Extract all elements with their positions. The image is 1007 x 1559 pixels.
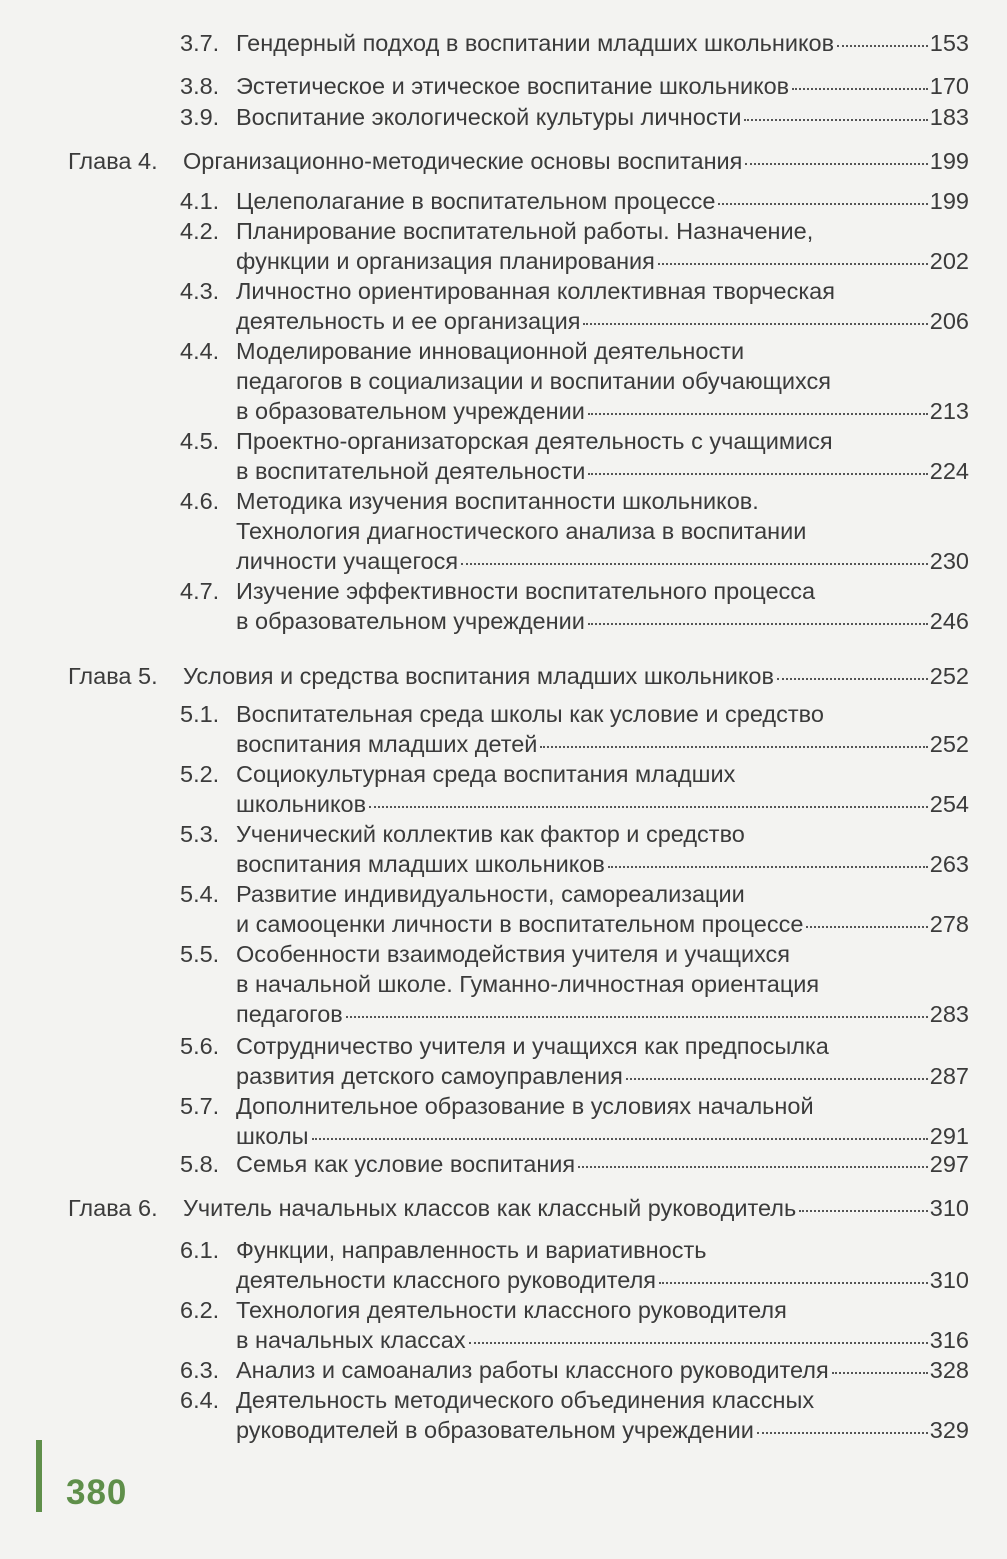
toc-section-number: 5.6. — [180, 1033, 220, 1059]
page-number: 380 — [66, 1473, 128, 1512]
toc-entry — [236, 1385, 969, 1445]
toc-page-number: 206 — [929, 308, 969, 334]
toc-entry — [236, 186, 969, 216]
dot-leader — [469, 1342, 928, 1344]
toc-chapter — [183, 146, 969, 176]
toc-entry-line: Учитель начальных классов как классный руководитель — [183, 1195, 797, 1221]
toc-page-number: 310 — [929, 1267, 969, 1293]
toc-entry-line: руководителей в образовательном учреждении — [236, 1417, 754, 1443]
toc-page-number: 246 — [929, 608, 969, 634]
toc-entry — [236, 1355, 969, 1385]
toc-chapter-label: Глава 6. — [68, 1195, 158, 1221]
toc-entry-line: Технология деятельности классного руководителя — [236, 1297, 787, 1323]
toc-entry — [236, 1235, 969, 1295]
dot-leader — [806, 926, 927, 928]
toc-entry-line: воспитания младших детей — [236, 731, 538, 757]
toc-entry — [236, 336, 969, 426]
toc-entry-line: Моделирование инновационной деятельности — [236, 338, 745, 364]
dot-leader — [837, 45, 928, 47]
toc-page-number: 252 — [929, 663, 969, 689]
toc-section-number: 5.3. — [180, 821, 220, 847]
toc-section-number: 4.5. — [180, 428, 220, 454]
dot-leader — [799, 1210, 928, 1212]
toc-entry-line: Развитие индивидуальности, самореализации — [236, 881, 745, 907]
toc-page-number: 183 — [929, 104, 969, 130]
toc-entry — [236, 879, 969, 939]
toc-entry-line: Проектно-организаторская деятельность с учащимися — [236, 428, 833, 454]
toc-entry-line: воспитания младших школьников — [236, 851, 605, 877]
toc-section-number: 6.1. — [180, 1237, 220, 1263]
toc-chapter-label: Глава 4. — [68, 148, 158, 174]
toc-entry-line: развития детского самоуправления — [236, 1063, 623, 1089]
toc-section-number: 3.7. — [180, 30, 220, 56]
toc-entry-line: деятельность и ее организация — [236, 308, 581, 334]
toc-section-number: 5.8. — [180, 1151, 220, 1177]
toc-entry-line: Социокультурная среда воспитания младших — [236, 761, 736, 787]
toc-entry-line: Организационно-методические основы воспитания — [183, 148, 743, 174]
dot-leader — [461, 563, 928, 565]
toc-entry-line: Эстетическое и этическое воспитание школьников — [236, 73, 790, 99]
toc-section-number: 5.2. — [180, 761, 220, 787]
dot-leader — [777, 678, 928, 680]
toc-entry-line: Методика изучения воспитанности школьников. — [236, 488, 759, 514]
dot-leader — [369, 806, 928, 808]
dot-leader — [626, 1078, 928, 1080]
dot-leader — [588, 623, 928, 625]
toc-entry-line: Условия и средства воспитания младших школьников — [183, 663, 774, 689]
toc-entry — [236, 486, 969, 576]
toc-entry-line: Целеполагание в воспитательном процессе — [236, 188, 716, 214]
toc-section-number: 3.9. — [180, 104, 220, 130]
toc-entry-line: в воспитательной деятельности — [236, 458, 586, 484]
toc-section-number: 6.4. — [180, 1387, 220, 1413]
toc-section-number: 5.5. — [180, 941, 220, 967]
toc-page-number: 230 — [929, 548, 969, 574]
toc-entry — [236, 1091, 969, 1151]
toc-entry-line: Личностно ориентированная коллективная творческая — [236, 278, 835, 304]
toc-entry — [236, 819, 969, 879]
dot-leader — [578, 1166, 928, 1168]
toc-entry — [236, 28, 969, 58]
dot-leader — [718, 203, 927, 205]
toc-page-number: 278 — [929, 911, 969, 937]
toc-entry-line: Воспитательная среда школы как условие и средство — [236, 701, 824, 727]
toc-page-number: 199 — [929, 188, 969, 214]
toc-chapter — [183, 661, 969, 691]
toc-entry-line: в образовательном учреждении — [236, 608, 585, 634]
toc-page-number: 202 — [929, 248, 969, 274]
page-accent-bar — [36, 1440, 42, 1512]
toc-entry — [236, 1031, 969, 1091]
toc-section-number: 4.7. — [180, 578, 220, 604]
toc-entry-line: Планирование воспитательной работы. Назначение, — [236, 218, 814, 244]
toc-entry-line: школьников — [236, 791, 367, 817]
toc-entry — [236, 576, 969, 636]
toc-entry — [236, 71, 969, 101]
toc-page-number: 297 — [929, 1151, 969, 1177]
toc-entry — [236, 699, 969, 759]
toc-entry — [236, 759, 969, 819]
toc-entry-line: Деятельность методического объединения классных — [236, 1387, 815, 1413]
toc-page-number: 263 — [929, 851, 969, 877]
toc-entry — [236, 1149, 969, 1179]
toc-entry-line: Воспитание экологической культуры личности — [236, 104, 742, 130]
toc-section-number: 5.7. — [180, 1093, 220, 1119]
dot-leader — [588, 413, 928, 415]
toc-entry-line: Семья как условие воспитания — [236, 1151, 576, 1177]
toc-page-number: 252 — [929, 731, 969, 757]
toc-section-number: 5.4. — [180, 881, 220, 907]
toc-entry-line: педагогов — [236, 1001, 343, 1027]
toc-entry-line: деятельности классного руководителя — [236, 1267, 657, 1293]
toc-entry — [236, 939, 969, 1029]
dot-leader — [757, 1432, 928, 1434]
toc-chapter — [183, 1193, 969, 1223]
toc-section-number: 4.3. — [180, 278, 220, 304]
toc-section-number: 4.2. — [180, 218, 220, 244]
dot-leader — [583, 323, 927, 325]
toc-page-number: 283 — [929, 1001, 969, 1027]
dot-leader — [346, 1016, 928, 1018]
toc-page-number: 316 — [929, 1327, 969, 1353]
toc-page-number: 328 — [929, 1357, 969, 1383]
dot-leader — [608, 866, 928, 868]
toc-entry-line: в начальных классах — [236, 1327, 466, 1353]
toc-entry — [236, 426, 969, 486]
toc-entry-line: личности учащегося — [236, 548, 459, 574]
toc-entry-line: Особенности взаимодействия учителя и учащихся — [236, 941, 791, 967]
toc-section-number: 4.6. — [180, 488, 220, 514]
dot-leader — [658, 263, 928, 265]
toc-entry — [236, 1295, 969, 1355]
dot-leader — [832, 1372, 928, 1374]
toc-entry-line: Технология диагностического анализа в воспитании — [236, 518, 807, 544]
dot-leader — [540, 746, 927, 748]
toc-entry-line: педагогов в социализации и воспитании обучающихся — [236, 368, 832, 394]
toc-entry — [236, 276, 969, 336]
toc-entry-line: в образовательном учреждении — [236, 398, 585, 424]
toc-entry-line: Изучение эффективности воспитательного процесса — [236, 578, 816, 604]
toc-entry-line: и самооценки личности в воспитательном процессе — [236, 911, 804, 937]
toc-page-number: 287 — [929, 1063, 969, 1089]
dot-leader — [792, 88, 928, 90]
dot-leader — [659, 1282, 928, 1284]
dot-leader — [312, 1138, 928, 1140]
toc-entry-line: Дополнительное образование в условиях начальной — [236, 1093, 814, 1119]
toc-section-number: 4.4. — [180, 338, 220, 364]
toc-page-number: 224 — [929, 458, 969, 484]
toc-page-number: 153 — [929, 30, 969, 56]
toc-entry-line: Сотрудничество учителя и учащихся как предпосылка — [236, 1033, 829, 1059]
toc-entry-line: Гендерный подход в воспитании младших школьников — [236, 30, 835, 56]
toc-section-number: 6.2. — [180, 1297, 220, 1323]
dot-leader — [588, 473, 927, 475]
toc-page-number: 329 — [929, 1417, 969, 1443]
toc-section-number: 4.1. — [180, 188, 220, 214]
toc-page-number: 254 — [929, 791, 969, 817]
toc-page-number: 291 — [929, 1123, 969, 1149]
toc-page-number: 213 — [929, 398, 969, 424]
dot-leader — [744, 119, 927, 121]
dot-leader — [745, 163, 927, 165]
toc-entry-line: Ученический коллектив как фактор и средство — [236, 821, 745, 847]
toc-page-number: 170 — [929, 73, 969, 99]
toc-page-number: 199 — [929, 148, 969, 174]
toc-entry-line: в начальной школе. Гуманно-личностная ориентация — [236, 971, 820, 997]
toc-entry-line: Анализ и самоанализ работы классного руководителя — [236, 1357, 829, 1383]
toc-entry-line: Функции, направленность и вариативность — [236, 1237, 707, 1263]
toc-entry — [236, 216, 969, 276]
toc-entry — [236, 102, 969, 132]
toc-entry-line: школы — [236, 1123, 309, 1149]
toc-section-number: 6.3. — [180, 1357, 220, 1383]
toc-section-number: 3.8. — [180, 73, 220, 99]
toc-page-number: 310 — [929, 1195, 969, 1221]
toc-section-number: 5.1. — [180, 701, 220, 727]
toc-entry-line: функции и организация планирования — [236, 248, 655, 274]
toc-chapter-label: Глава 5. — [68, 663, 158, 689]
